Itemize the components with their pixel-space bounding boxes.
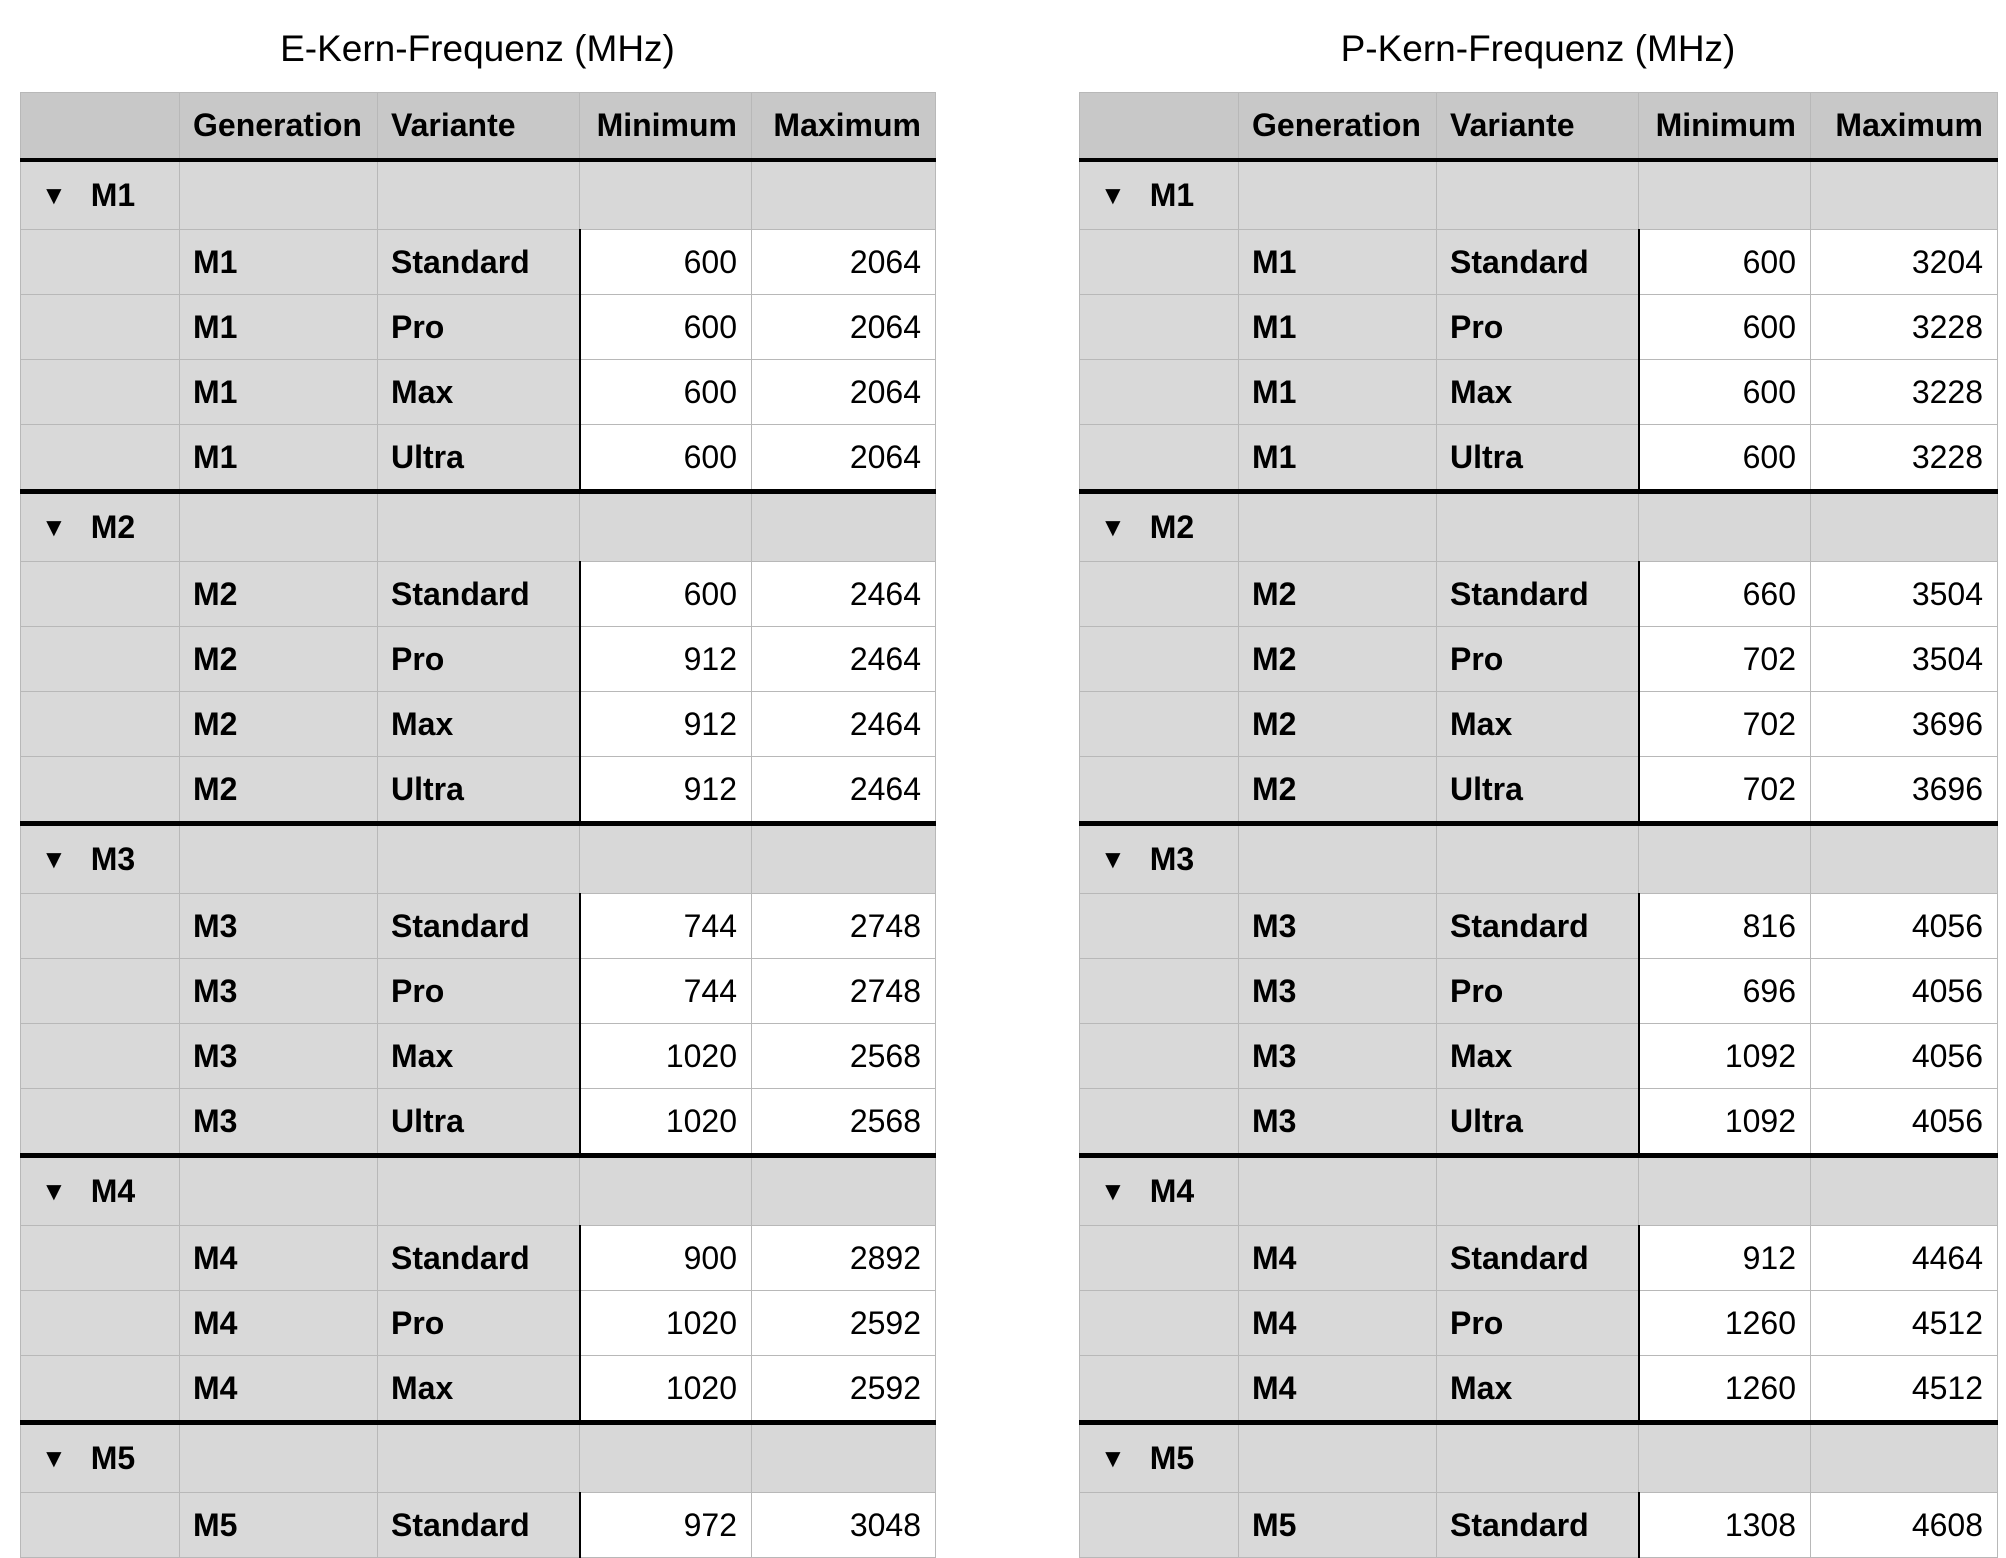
- group-empty-cell: [1639, 160, 1811, 230]
- maximum-cell[interactable]: 2464: [752, 627, 936, 692]
- maximum-cell[interactable]: 4464: [1811, 1226, 1998, 1291]
- row-indent-cell: [1080, 425, 1239, 492]
- generation-cell[interactable]: M1: [180, 360, 378, 425]
- variant-cell[interactable]: Ultra: [378, 1089, 580, 1156]
- group-cell[interactable]: [1080, 1423, 1239, 1493]
- generation-cell[interactable]: M2: [1239, 562, 1437, 627]
- header-generation[interactable]: Generation: [1239, 93, 1437, 161]
- group-label: M4: [90, 1173, 136, 1209]
- generation-cell[interactable]: M5: [180, 1493, 378, 1558]
- group-empty-cell: [1239, 160, 1437, 230]
- variant-cell[interactable]: Pro: [378, 959, 580, 1024]
- group-empty-cell: [1639, 1423, 1811, 1493]
- maximum-cell[interactable]: 2592: [752, 1356, 936, 1423]
- row-indent-cell: [21, 425, 180, 492]
- group-label: M3: [90, 841, 136, 877]
- maximum-cell[interactable]: 3204: [1811, 230, 1998, 295]
- variant-cell[interactable]: Ultra: [1437, 425, 1639, 492]
- group-cell[interactable]: [21, 1423, 180, 1493]
- row-indent-cell: [1080, 757, 1239, 824]
- generation-cell[interactable]: M4: [180, 1356, 378, 1423]
- generation-cell[interactable]: M2: [180, 562, 378, 627]
- group-empty-cell: [378, 492, 580, 562]
- group-row[interactable]: [1080, 824, 1998, 894]
- disclosure-triangle-icon[interactable]: ▼: [1100, 180, 1126, 210]
- group-empty-cell: [378, 1156, 580, 1226]
- variant-cell[interactable]: Max: [1437, 360, 1639, 425]
- row-indent-cell: [21, 230, 180, 295]
- maximum-cell[interactable]: 4056: [1811, 1024, 1998, 1089]
- group-empty-cell: [1811, 1156, 1998, 1226]
- maximum-cell[interactable]: 2892: [752, 1226, 936, 1291]
- generation-cell[interactable]: M1: [1239, 230, 1437, 295]
- row-indent-cell: [21, 562, 180, 627]
- table-row[interactable]: [1080, 627, 1998, 692]
- group-empty-cell: [1811, 824, 1998, 894]
- minimum-cell[interactable]: 912: [1639, 1226, 1811, 1291]
- group-empty-cell: [1639, 492, 1811, 562]
- table-row[interactable]: [21, 425, 936, 492]
- table-row[interactable]: [1080, 1356, 1998, 1423]
- e-core-table-title: E-Kern-Frequenz (MHz): [280, 28, 675, 69]
- disclosure-triangle-icon[interactable]: ▼: [1100, 512, 1126, 542]
- e-core-frequency-table: [20, 92, 936, 1558]
- variant-cell[interactable]: Standard: [378, 1493, 580, 1558]
- minimum-cell[interactable]: 600: [580, 562, 752, 627]
- variant-cell[interactable]: Pro: [1437, 627, 1639, 692]
- disclosure-triangle-icon[interactable]: ▼: [1100, 844, 1126, 874]
- header-generation[interactable]: Generation: [180, 93, 378, 161]
- group-row[interactable]: [21, 160, 936, 230]
- row-indent-cell: [21, 360, 180, 425]
- minimum-cell[interactable]: 600: [580, 425, 752, 492]
- group-label: M4: [1149, 1173, 1195, 1209]
- table-row[interactable]: [1080, 894, 1998, 959]
- row-indent-cell: [21, 1356, 180, 1423]
- disclosure-triangle-icon[interactable]: ▼: [41, 512, 67, 542]
- group-cell[interactable]: [21, 160, 180, 230]
- group-label: M2: [1149, 509, 1195, 545]
- group-empty-cell: [1639, 824, 1811, 894]
- generation-cell[interactable]: M3: [180, 1089, 378, 1156]
- minimum-cell[interactable]: 702: [1639, 627, 1811, 692]
- table-row[interactable]: [1080, 230, 1998, 295]
- minimum-cell[interactable]: 744: [580, 894, 752, 959]
- maximum-cell[interactable]: 4512: [1811, 1291, 1998, 1356]
- table-row[interactable]: [21, 1493, 936, 1558]
- generation-cell[interactable]: M1: [180, 230, 378, 295]
- group-row[interactable]: [21, 824, 936, 894]
- variant-cell[interactable]: Max: [378, 1356, 580, 1423]
- variant-cell[interactable]: Pro: [378, 295, 580, 360]
- disclosure-triangle-icon[interactable]: ▼: [41, 1443, 67, 1473]
- maximum-cell[interactable]: 2748: [752, 959, 936, 1024]
- row-indent-cell: [1080, 1291, 1239, 1356]
- maximum-cell[interactable]: 2568: [752, 1089, 936, 1156]
- group-label: M1: [1149, 177, 1195, 213]
- group-empty-cell: [1811, 492, 1998, 562]
- maximum-cell[interactable]: 2064: [752, 360, 936, 425]
- variant-cell[interactable]: Standard: [378, 230, 580, 295]
- minimum-cell[interactable]: 912: [580, 627, 752, 692]
- generation-cell[interactable]: M4: [1239, 1226, 1437, 1291]
- row-indent-cell: [21, 295, 180, 360]
- maximum-cell[interactable]: 3228: [1811, 425, 1998, 492]
- maximum-cell[interactable]: 2064: [752, 295, 936, 360]
- group-cell[interactable]: [1080, 1156, 1239, 1226]
- table-row[interactable]: [21, 562, 936, 627]
- generation-cell[interactable]: M3: [180, 894, 378, 959]
- minimum-cell[interactable]: 702: [1639, 757, 1811, 824]
- generation-cell[interactable]: M2: [180, 692, 378, 757]
- variant-cell[interactable]: Pro: [1437, 959, 1639, 1024]
- group-empty-cell: [1437, 1423, 1639, 1493]
- generation-cell[interactable]: M2: [1239, 627, 1437, 692]
- group-empty-cell: [1437, 492, 1639, 562]
- disclosure-triangle-icon[interactable]: ▼: [41, 844, 67, 874]
- variant-cell[interactable]: Max: [1437, 692, 1639, 757]
- table-row[interactable]: [21, 1226, 936, 1291]
- table-row[interactable]: [1080, 1226, 1998, 1291]
- variant-cell[interactable]: Standard: [378, 1226, 580, 1291]
- table-row[interactable]: [21, 1024, 936, 1089]
- table-row[interactable]: [21, 692, 936, 757]
- row-indent-cell: [21, 1226, 180, 1291]
- variant-cell[interactable]: Pro: [378, 1291, 580, 1356]
- group-empty-cell: [1239, 1423, 1437, 1493]
- row-indent-cell: [1080, 230, 1239, 295]
- maximum-cell[interactable]: 4608: [1811, 1493, 1998, 1558]
- minimum-cell[interactable]: 600: [1639, 295, 1811, 360]
- maximum-cell[interactable]: 2748: [752, 894, 936, 959]
- group-label: M5: [1149, 1440, 1195, 1476]
- group-empty-cell: [580, 1156, 752, 1226]
- table-row[interactable]: [21, 757, 936, 824]
- row-indent-cell: [21, 1024, 180, 1089]
- minimum-cell[interactable]: 600: [580, 295, 752, 360]
- table-row[interactable]: [21, 360, 936, 425]
- table-row[interactable]: [21, 295, 936, 360]
- group-empty-cell: [1239, 492, 1437, 562]
- minimum-cell[interactable]: 1020: [580, 1024, 752, 1089]
- header-minimum[interactable]: Minimum: [580, 93, 752, 161]
- group-empty-cell: [1811, 160, 1998, 230]
- row-indent-cell: [21, 1291, 180, 1356]
- group-empty-cell: [1437, 1156, 1639, 1226]
- row-indent-cell: [1080, 627, 1239, 692]
- table-row[interactable]: [21, 1356, 936, 1423]
- row-indent-cell: [1080, 894, 1239, 959]
- variant-cell[interactable]: Ultra: [1437, 757, 1639, 824]
- maximum-cell[interactable]: 4512: [1811, 1356, 1998, 1423]
- generation-cell[interactable]: M1: [180, 425, 378, 492]
- table-row[interactable]: [1080, 1291, 1998, 1356]
- group-empty-cell: [1437, 160, 1639, 230]
- minimum-cell[interactable]: 972: [580, 1493, 752, 1558]
- generation-cell[interactable]: M4: [1239, 1291, 1437, 1356]
- table-row[interactable]: [21, 959, 936, 1024]
- group-empty-cell: [752, 492, 936, 562]
- minimum-cell[interactable]: 1092: [1639, 1089, 1811, 1156]
- variant-cell[interactable]: Standard: [1437, 1226, 1639, 1291]
- group-empty-cell: [180, 1156, 378, 1226]
- maximum-cell[interactable]: 3696: [1811, 692, 1998, 757]
- header-row: [1080, 93, 1998, 161]
- group-empty-cell: [1437, 824, 1639, 894]
- row-indent-cell: [1080, 959, 1239, 1024]
- row-indent-cell: [21, 692, 180, 757]
- group-empty-cell: [1239, 1156, 1437, 1226]
- group-empty-cell: [1239, 824, 1437, 894]
- maximum-cell[interactable]: 2064: [752, 425, 936, 492]
- variant-cell[interactable]: Standard: [1437, 230, 1639, 295]
- table-row[interactable]: [21, 627, 936, 692]
- group-row[interactable]: [1080, 160, 1998, 230]
- header-minimum[interactable]: Minimum: [1639, 93, 1811, 161]
- generation-cell[interactable]: M3: [1239, 1024, 1437, 1089]
- group-row[interactable]: [1080, 1156, 1998, 1226]
- header-variant[interactable]: Variante: [1437, 93, 1639, 161]
- maximum-cell[interactable]: 2592: [752, 1291, 936, 1356]
- row-indent-cell: [21, 959, 180, 1024]
- maximum-cell[interactable]: 4056: [1811, 959, 1998, 1024]
- variant-cell[interactable]: Pro: [1437, 295, 1639, 360]
- minimum-cell[interactable]: 1260: [1639, 1356, 1811, 1423]
- group-empty-cell: [378, 160, 580, 230]
- minimum-cell[interactable]: 1020: [580, 1291, 752, 1356]
- maximum-cell[interactable]: 2464: [752, 757, 936, 824]
- group-row[interactable]: [1080, 492, 1998, 562]
- variant-cell[interactable]: Ultra: [1437, 1089, 1639, 1156]
- table-row[interactable]: [1080, 425, 1998, 492]
- maximum-cell[interactable]: 2464: [752, 562, 936, 627]
- maximum-cell[interactable]: 3228: [1811, 360, 1998, 425]
- header-expander: [21, 93, 180, 161]
- minimum-cell[interactable]: 702: [1639, 692, 1811, 757]
- minimum-cell[interactable]: 600: [580, 230, 752, 295]
- variant-cell[interactable]: Standard: [1437, 562, 1639, 627]
- variant-cell[interactable]: Pro: [1437, 1291, 1639, 1356]
- maximum-cell[interactable]: 3504: [1811, 562, 1998, 627]
- group-cell[interactable]: [1080, 160, 1239, 230]
- group-empty-cell: [378, 1423, 580, 1493]
- variant-cell[interactable]: Max: [1437, 1356, 1639, 1423]
- table-row[interactable]: [21, 230, 936, 295]
- group-empty-cell: [752, 160, 936, 230]
- group-empty-cell: [580, 160, 752, 230]
- minimum-cell[interactable]: 600: [1639, 425, 1811, 492]
- maximum-cell[interactable]: 3048: [752, 1493, 936, 1558]
- group-row[interactable]: [21, 492, 936, 562]
- maximum-cell[interactable]: 4056: [1811, 1089, 1998, 1156]
- disclosure-triangle-icon[interactable]: ▼: [1100, 1176, 1126, 1206]
- generation-cell[interactable]: M4: [1239, 1356, 1437, 1423]
- minimum-cell[interactable]: 1020: [580, 1356, 752, 1423]
- group-cell[interactable]: [21, 824, 180, 894]
- generation-cell[interactable]: M2: [1239, 692, 1437, 757]
- variant-cell[interactable]: Pro: [378, 627, 580, 692]
- generation-cell[interactable]: M4: [180, 1226, 378, 1291]
- variant-cell[interactable]: Max: [378, 360, 580, 425]
- row-indent-cell: [21, 1089, 180, 1156]
- minimum-cell[interactable]: 900: [580, 1226, 752, 1291]
- minimum-cell[interactable]: 660: [1639, 562, 1811, 627]
- row-indent-cell: [1080, 295, 1239, 360]
- minimum-cell[interactable]: 1308: [1639, 1493, 1811, 1558]
- disclosure-triangle-icon[interactable]: ▼: [1100, 1443, 1126, 1473]
- minimum-cell[interactable]: 600: [1639, 360, 1811, 425]
- disclosure-triangle-icon[interactable]: ▼: [41, 180, 67, 210]
- maximum-cell[interactable]: 3504: [1811, 627, 1998, 692]
- generation-cell[interactable]: M3: [1239, 894, 1437, 959]
- generation-cell[interactable]: M2: [1239, 757, 1437, 824]
- row-indent-cell: [21, 627, 180, 692]
- minimum-cell[interactable]: 744: [580, 959, 752, 1024]
- minimum-cell[interactable]: 912: [580, 757, 752, 824]
- generation-cell[interactable]: M3: [180, 1024, 378, 1089]
- group-empty-cell: [580, 824, 752, 894]
- minimum-cell[interactable]: 1092: [1639, 1024, 1811, 1089]
- variant-cell[interactable]: Standard: [1437, 894, 1639, 959]
- e-core-panel: [20, 0, 935, 1558]
- minimum-cell[interactable]: 1020: [580, 1089, 752, 1156]
- variant-cell[interactable]: Ultra: [378, 757, 580, 824]
- maximum-cell[interactable]: 3228: [1811, 295, 1998, 360]
- row-indent-cell: [1080, 1089, 1239, 1156]
- variant-cell[interactable]: Max: [378, 692, 580, 757]
- generation-cell[interactable]: M1: [180, 295, 378, 360]
- variant-cell[interactable]: Standard: [1437, 1493, 1639, 1558]
- group-cell[interactable]: [21, 1156, 180, 1226]
- table-row[interactable]: [21, 894, 936, 959]
- p-core-panel: [1079, 0, 1997, 1558]
- group-label: M3: [1149, 841, 1195, 877]
- row-indent-cell: [21, 1493, 180, 1558]
- group-empty-cell: [180, 824, 378, 894]
- variant-cell[interactable]: Standard: [378, 562, 580, 627]
- maximum-cell[interactable]: 2464: [752, 692, 936, 757]
- row-indent-cell: [21, 757, 180, 824]
- table-row[interactable]: [1080, 1024, 1998, 1089]
- maximum-cell[interactable]: 4056: [1811, 894, 1998, 959]
- generation-cell[interactable]: M2: [180, 757, 378, 824]
- minimum-cell[interactable]: 912: [580, 692, 752, 757]
- group-empty-cell: [1811, 1423, 1998, 1493]
- table-row[interactable]: [21, 1291, 936, 1356]
- row-indent-cell: [1080, 692, 1239, 757]
- generation-cell[interactable]: M1: [1239, 295, 1437, 360]
- group-empty-cell: [180, 492, 378, 562]
- minimum-cell[interactable]: 600: [580, 360, 752, 425]
- group-empty-cell: [752, 1423, 936, 1493]
- group-empty-cell: [180, 1423, 378, 1493]
- table-row[interactable]: [1080, 562, 1998, 627]
- generation-cell[interactable]: M1: [1239, 360, 1437, 425]
- row-indent-cell: [1080, 1493, 1239, 1558]
- disclosure-triangle-icon[interactable]: ▼: [41, 1176, 67, 1206]
- header-variant[interactable]: Variante: [378, 93, 580, 161]
- group-label: M1: [90, 177, 136, 213]
- table-row[interactable]: [1080, 1493, 1998, 1558]
- group-label: M2: [90, 509, 136, 545]
- table-row[interactable]: [21, 1089, 936, 1156]
- table-row[interactable]: [1080, 1089, 1998, 1156]
- table-row[interactable]: [1080, 757, 1998, 824]
- generation-cell[interactable]: M1: [1239, 425, 1437, 492]
- row-indent-cell: [1080, 360, 1239, 425]
- generation-cell[interactable]: M3: [1239, 1089, 1437, 1156]
- generation-cell[interactable]: M5: [1239, 1493, 1437, 1558]
- group-empty-cell: [752, 1156, 936, 1226]
- table-row[interactable]: [1080, 295, 1998, 360]
- group-empty-cell: [378, 824, 580, 894]
- row-indent-cell: [1080, 562, 1239, 627]
- group-empty-cell: [580, 1423, 752, 1493]
- header-maximum[interactable]: Maximum: [1811, 93, 1998, 161]
- maximum-cell[interactable]: 2568: [752, 1024, 936, 1089]
- group-empty-cell: [580, 492, 752, 562]
- group-label: M5: [90, 1440, 136, 1476]
- generation-cell[interactable]: M3: [180, 959, 378, 1024]
- minimum-cell[interactable]: 600: [1639, 230, 1811, 295]
- variant-cell[interactable]: Standard: [378, 894, 580, 959]
- table-row[interactable]: [1080, 692, 1998, 757]
- group-row[interactable]: [1080, 1423, 1998, 1493]
- p-core-frequency-table: [1079, 92, 1998, 1558]
- generation-cell[interactable]: M2: [180, 627, 378, 692]
- minimum-cell[interactable]: 696: [1639, 959, 1811, 1024]
- group-empty-cell: [1639, 1156, 1811, 1226]
- p-core-table-title: P-Kern-Frequenz (MHz): [1340, 28, 1736, 69]
- variant-cell[interactable]: Max: [378, 1024, 580, 1089]
- table-row[interactable]: [1080, 360, 1998, 425]
- group-cell[interactable]: [1080, 824, 1239, 894]
- generation-cell[interactable]: M3: [1239, 959, 1437, 1024]
- group-row[interactable]: [21, 1156, 936, 1226]
- header-expander: [1080, 93, 1239, 161]
- group-cell[interactable]: [21, 492, 180, 562]
- variant-cell[interactable]: Ultra: [378, 425, 580, 492]
- generation-cell[interactable]: M4: [180, 1291, 378, 1356]
- group-row[interactable]: [21, 1423, 936, 1493]
- header-maximum[interactable]: Maximum: [752, 93, 936, 161]
- row-indent-cell: [21, 894, 180, 959]
- variant-cell[interactable]: Max: [1437, 1024, 1639, 1089]
- row-indent-cell: [1080, 1356, 1239, 1423]
- minimum-cell[interactable]: 1260: [1639, 1291, 1811, 1356]
- group-cell[interactable]: [1080, 492, 1239, 562]
- maximum-cell[interactable]: 2064: [752, 230, 936, 295]
- maximum-cell[interactable]: 3696: [1811, 757, 1998, 824]
- header-row: [21, 93, 936, 161]
- group-empty-cell: [180, 160, 378, 230]
- row-indent-cell: [1080, 1226, 1239, 1291]
- minimum-cell[interactable]: 816: [1639, 894, 1811, 959]
- row-indent-cell: [1080, 1024, 1239, 1089]
- table-row[interactable]: [1080, 959, 1998, 1024]
- group-empty-cell: [752, 824, 936, 894]
